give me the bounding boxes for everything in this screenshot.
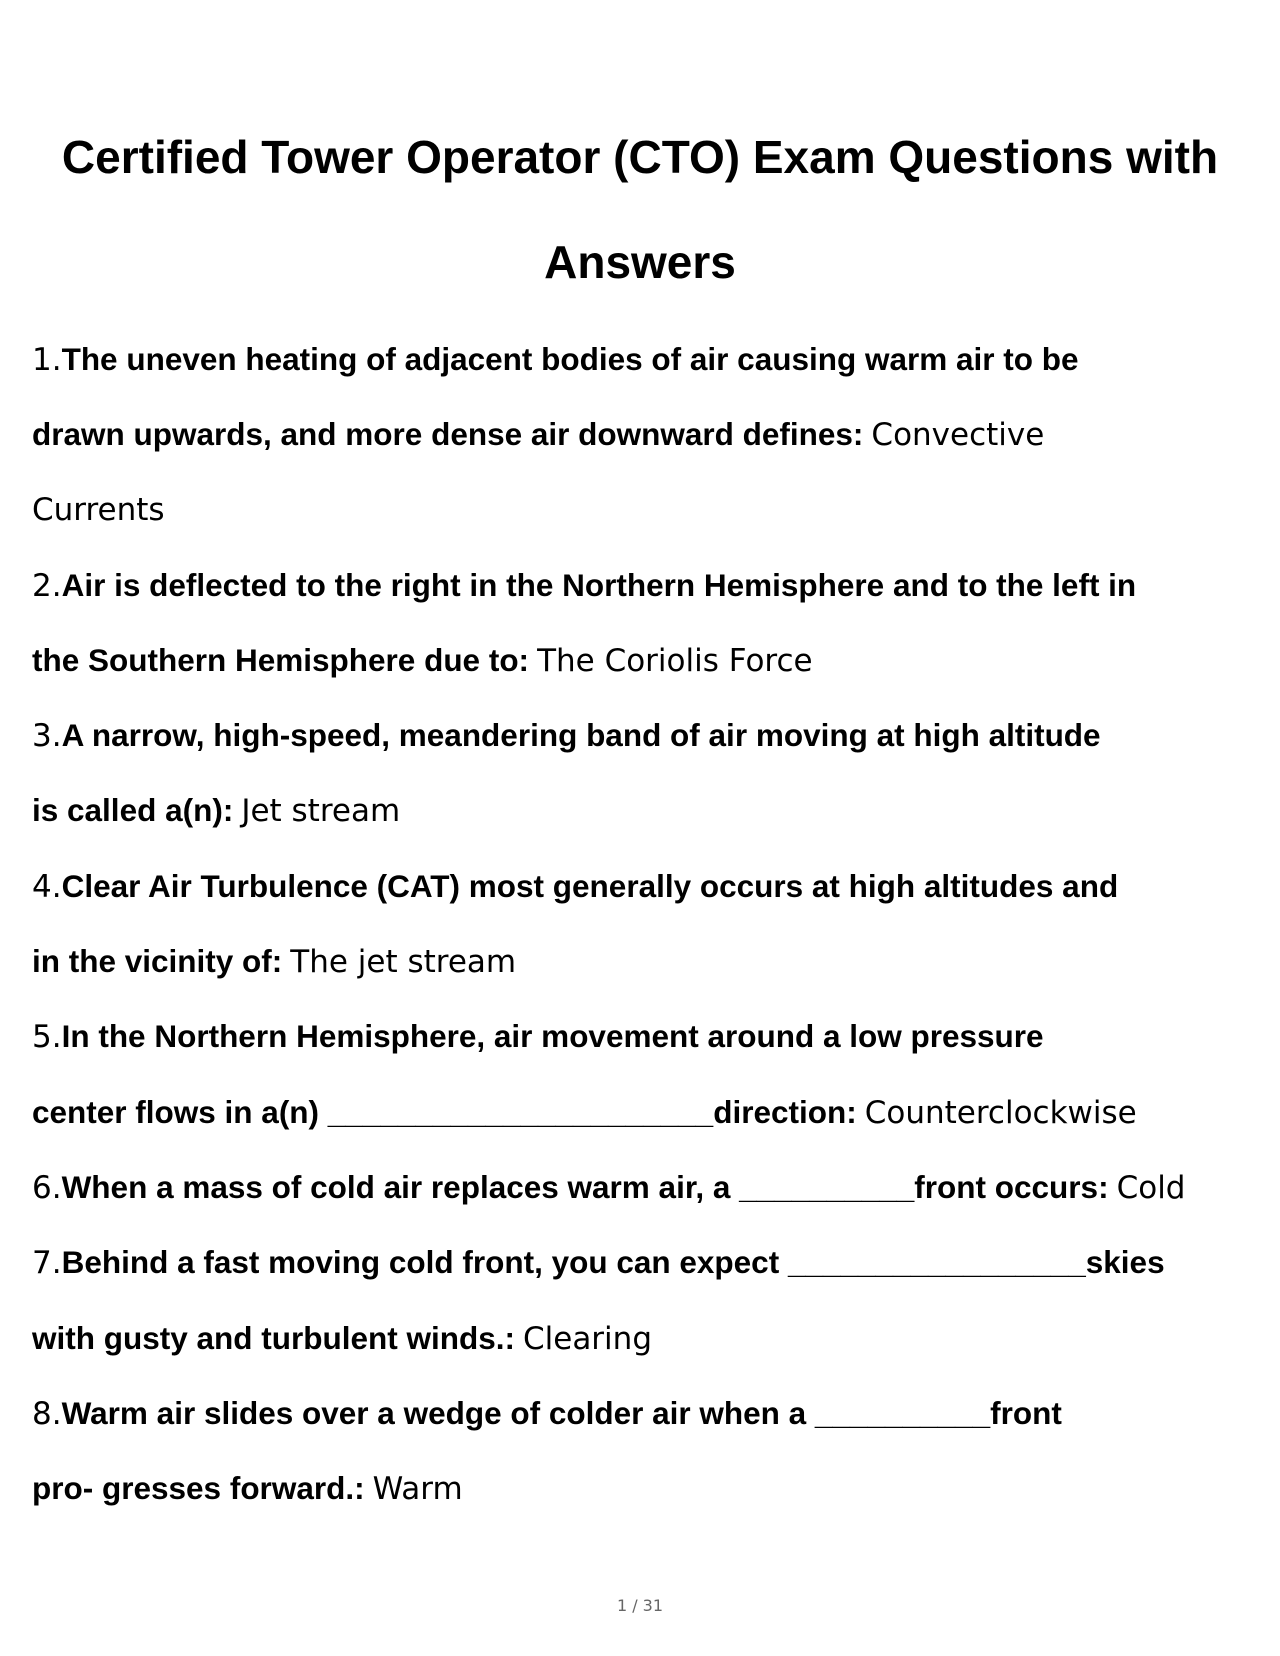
answer-text: The Coriolis Force <box>537 643 813 679</box>
question-text: center flows in a(n) ______________________direction: <box>32 1094 857 1130</box>
question-text: in the vicinity of: <box>32 943 283 979</box>
question-4-line-2 <box>32 941 516 982</box>
question-1-line-2 <box>32 414 1044 455</box>
question-number: 1. <box>32 342 62 378</box>
question-text: the Southern Hemisphere due to: <box>32 642 530 678</box>
question-text: pro- gresses forward.: <box>32 1470 365 1506</box>
document-title-line-2: Answers <box>544 236 736 288</box>
question-number: 6. <box>32 1170 62 1206</box>
question-2-line-2 <box>32 640 813 681</box>
question-4-line-1 <box>32 866 1118 907</box>
document-title-line-1: Certified Tower Operator (CTO) Exam Questions with <box>61 131 1219 183</box>
page-indicator: 1 / 31 <box>616 1596 664 1615</box>
answer-text: Counterclockwise <box>864 1095 1137 1131</box>
question-1-line-1 <box>32 339 1079 380</box>
question-text: When a mass of cold air replaces warm air, a __________front occurs: <box>61 1169 1109 1205</box>
question-8-line-2 <box>32 1468 463 1509</box>
question-text: Air is deflected to the right in the Northern Hemisphere and to the left in <box>61 567 1137 603</box>
question-text: Clear Air Turbulence (CAT) most generally occurs at high altitudes and <box>61 868 1119 904</box>
question-text: A narrow, high-speed, meandering band of air moving at high altitude <box>61 717 1101 753</box>
question-number: 8. <box>32 1396 62 1432</box>
answer-text: The jet stream <box>290 944 517 980</box>
question-8-line-1 <box>32 1393 1062 1434</box>
question-number: 2. <box>32 568 62 604</box>
question-number: 5. <box>32 1019 62 1055</box>
question-5-line-2 <box>32 1092 1137 1133</box>
answer-text: Jet stream <box>241 793 401 829</box>
question-number: 4. <box>32 869 62 905</box>
question-3-line-2 <box>32 790 400 831</box>
question-6-line-1 <box>32 1167 1185 1208</box>
question-text: with gusty and turbulent winds.: <box>32 1320 515 1356</box>
question-7-line-2 <box>32 1318 652 1359</box>
question-3-line-1 <box>32 715 1101 756</box>
question-number: 7. <box>32 1245 62 1281</box>
question-text: is called a(n): <box>32 792 234 828</box>
answer-text: Warm <box>372 1471 463 1507</box>
question-text: Warm air slides over a wedge of colder air when a __________front <box>61 1395 1062 1431</box>
question-2-line-1 <box>32 565 1136 606</box>
answer-text: Convective <box>871 417 1045 453</box>
question-7-line-1 <box>32 1242 1165 1283</box>
answer-text: Clearing <box>522 1321 652 1357</box>
question-5-line-1 <box>32 1016 1044 1057</box>
question-text: drawn upwards, and more dense air downward defines: <box>32 416 864 452</box>
question-1-line-3 <box>32 489 165 530</box>
question-text: The uneven heating of adjacent bodies of air causing warm air to be <box>61 341 1079 377</box>
answer-text: Currents <box>32 492 165 528</box>
question-text: Behind a fast moving cold front, you can expect _________________skies <box>61 1244 1165 1280</box>
question-text: In the Northern Hemisphere, air movement around a low pressure <box>61 1018 1044 1054</box>
answer-text: Cold <box>1116 1170 1186 1206</box>
question-number: 3. <box>32 718 62 754</box>
